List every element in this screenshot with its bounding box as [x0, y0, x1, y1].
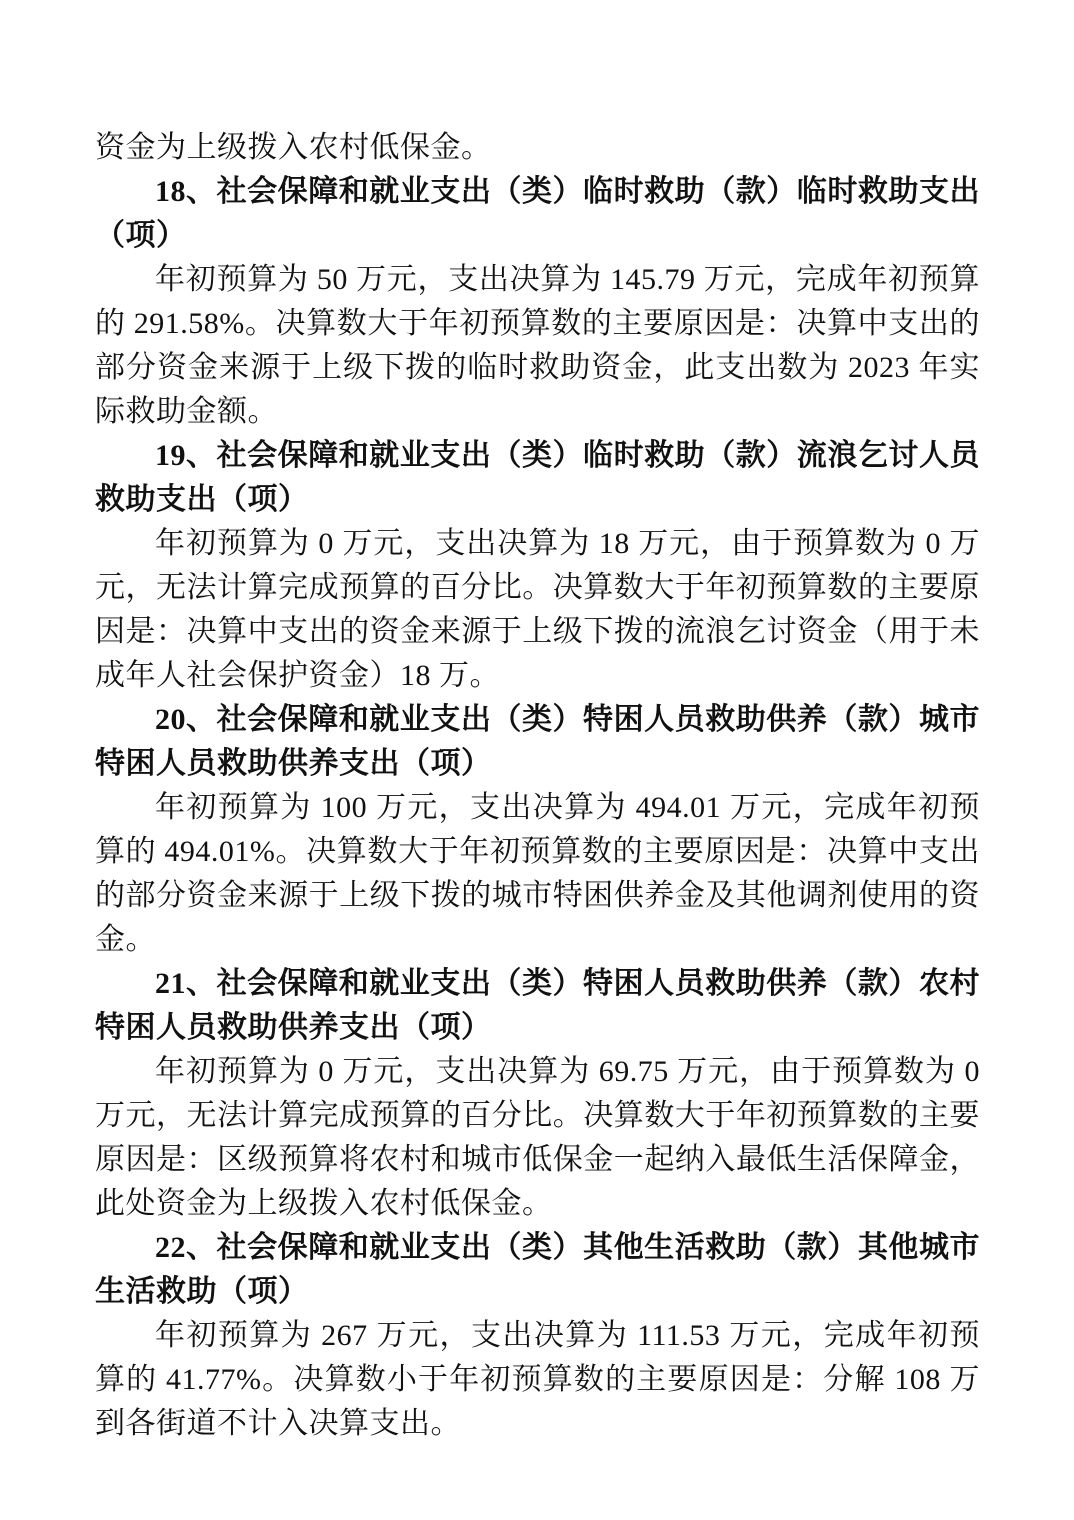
section-22-body: 年初预算为 267 万元，支出决算为 111.53 万元，完成年初预算的 41.77%。决算数小于年初预算数的主要原因是：分解 108 万到各街道不计入决算支出。 — [95, 1319, 980, 1440]
section-19-heading: 19、社会保障和就业支出（类）临时救助（款）流浪乞讨人员救助支出（项） — [95, 439, 980, 516]
section-21-body: 年初预算为 0 万元，支出决算为 69.75 万元，由于预算数为 0 万元，无法计算完成预算的百分比。决算数大于年初预算数的主要原因是：区级预算将农村和城市低保金一起纳入最低生活保障金，此处资金为上级拨入农村低保金。 — [95, 1055, 980, 1220]
section-18-heading: 18、社会保障和就业支出（类）临时救助（款）临时救助支出（项） — [95, 175, 980, 252]
section-21-heading: 21、社会保障和就业支出（类）特困人员救助供养（款）农村特困人员救助供养支出（项） — [95, 967, 980, 1044]
document-text-block — [95, 126, 980, 1446]
section-19-body: 年初预算为 0 万元，支出决算为 18 万元，由于预算数为 0 万元，无法计算完成预算的百分比。决算数大于年初预算数的主要原因是：决算中支出的资金来源于上级下拨的流浪乞讨资金（用于未成年人社会保护资金）18 万。 — [95, 527, 980, 692]
paragraph-continuation-from-previous-page: 资金为上级拨入农村低保金。 — [95, 131, 492, 164]
section-20-heading: 20、社会保障和就业支出（类）特困人员救助供养（款）城市特困人员救助供养支出（项） — [95, 703, 980, 780]
section-22-heading: 22、社会保障和就业支出（类）其他生活救助（款）其他城市生活救助（项） — [95, 1231, 980, 1308]
section-18-body: 年初预算为 50 万元，支出决算为 145.79 万元，完成年初预算的 291.58%。决算数大于年初预算数的主要原因是：决算中支出的部分资金来源于上级下拨的临时救助资金，此支出数为 2023 年实际救助金额。 — [95, 263, 980, 428]
section-20-body: 年初预算为 100 万元，支出决算为 494.01 万元，完成年初预算的 494.01%。决算数大于年初预算数的主要原因是：决算中支出的部分资金来源于上级下拨的城市特困供养金及其他调剂使用的资金。 — [95, 791, 980, 956]
